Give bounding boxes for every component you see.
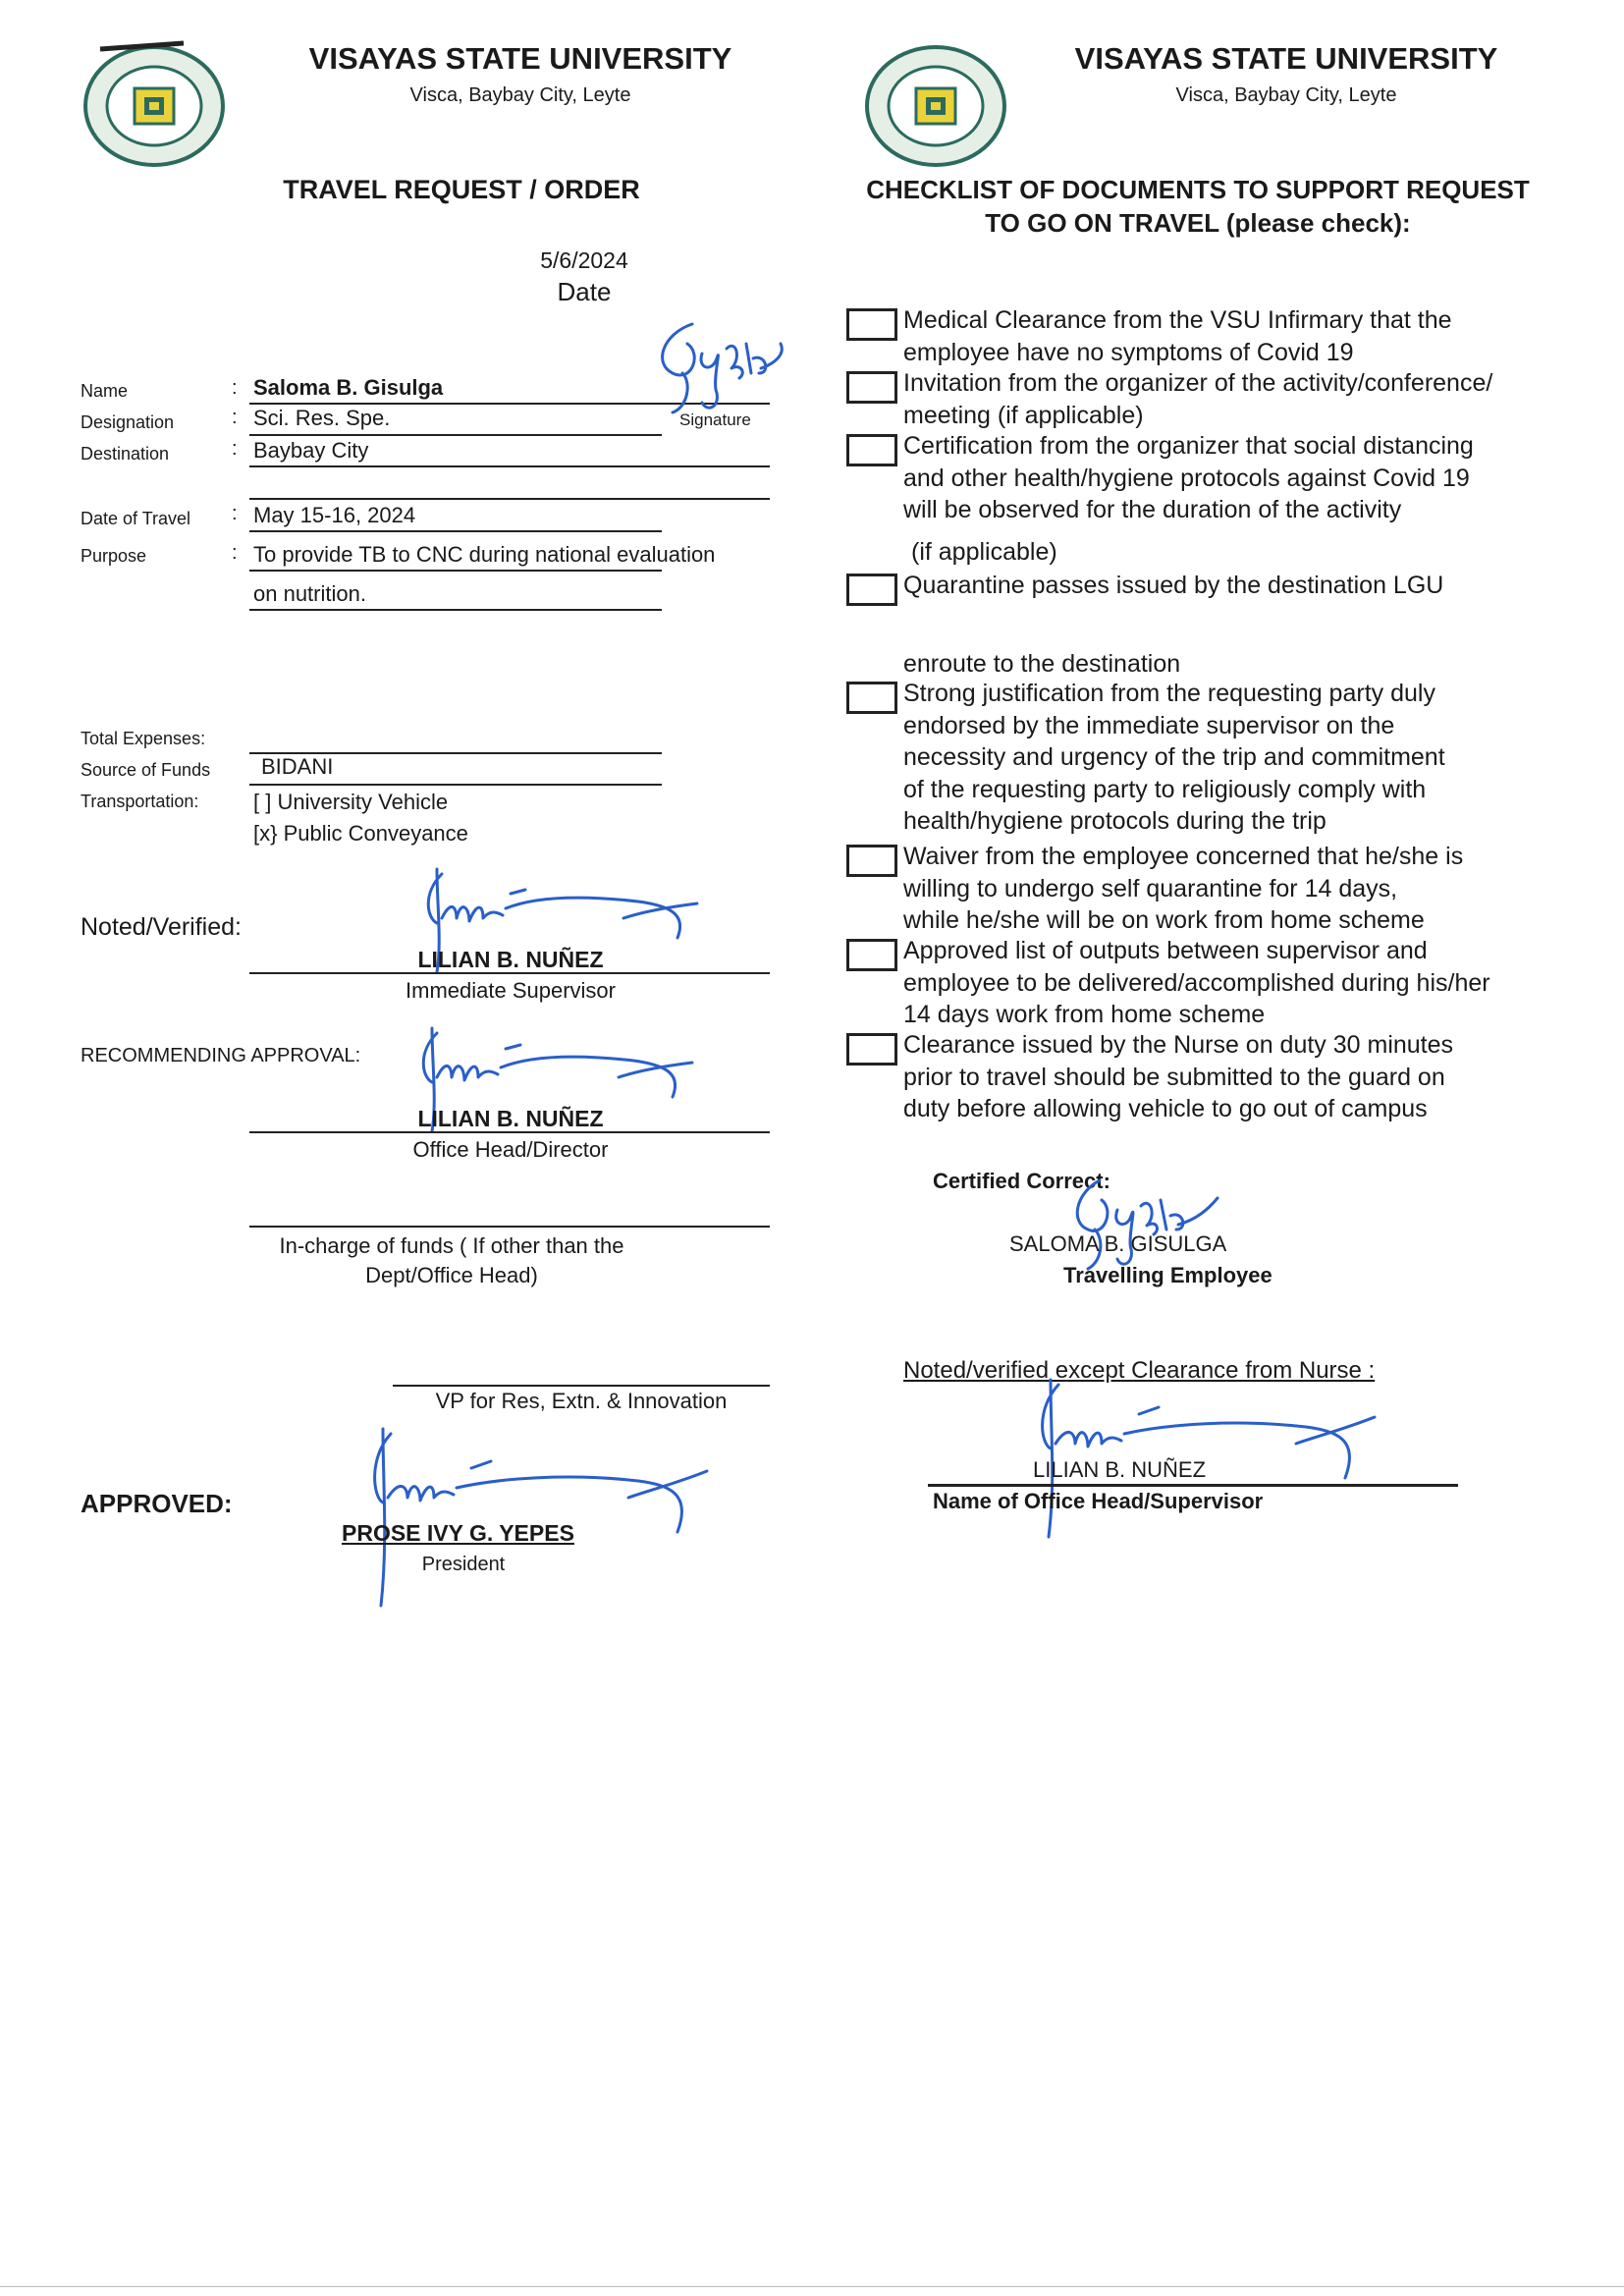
checklist-item-text: employee to be delivered/accomplished during his/her — [903, 968, 1490, 997]
purpose-value-line2: on nutrition. — [253, 581, 366, 606]
recommending-approval-label: RECOMMENDING APPROVAL: — [81, 1045, 361, 1066]
university-address: Visca, Baybay City, Leyte — [409, 84, 631, 106]
checklist-item-text: Strong justification from the requesting party duly — [903, 680, 1435, 707]
certified-correct-label: Certified Correct: — [933, 1169, 1110, 1193]
university-seal-logo — [862, 39, 1009, 167]
checklist-item-text: Clearance issued by the Nurse on duty 30 minutes — [903, 1031, 1454, 1059]
form-title: TRAVEL REQUEST / ORDER — [283, 175, 640, 204]
request-date: 5/6/2024 — [540, 247, 628, 273]
university-seal-logo — [81, 39, 228, 167]
travelling-employee-signature — [1060, 1169, 1227, 1277]
checklist-if-applicable: (if applicable) — [911, 538, 1057, 566]
total-expenses-label: Total Expenses: — [81, 729, 206, 748]
purpose-label: Purpose — [81, 546, 147, 566]
source-of-funds-label: Source of Funds — [81, 760, 211, 780]
designation-label: Designation — [81, 412, 175, 432]
destination-label: Destination — [81, 444, 170, 464]
checklist-item-text: Invitation from the organizer of the activity/conference/ — [903, 369, 1493, 397]
checklist-item-text: employee have no symptoms of Covid 19 — [903, 338, 1354, 366]
recommending-signatory-name: LILIAN B. NUÑEZ — [417, 1106, 604, 1131]
transport-public-conveyance: [x} Public Conveyance — [253, 821, 468, 846]
date-of-travel-value: May 15-16, 2024 — [253, 503, 416, 527]
checklist-title-line2: TO GO ON TRAVEL (please check): — [985, 208, 1411, 238]
incharge-funds-role-line2: Dept/Office Head) — [365, 1263, 538, 1287]
president-name: PROSE IVY G. YEPES — [342, 1520, 574, 1546]
office-head-role: Name of Office Head/Supervisor — [933, 1489, 1264, 1513]
checklist-item-text: and other health/hygiene protocols against Covid 19 — [903, 464, 1470, 492]
signature-label: Signature — [679, 410, 751, 429]
checklist-item-text: while he/she will be on work from home scheme — [903, 906, 1425, 934]
checklist-item-text: Quarantine passes issued by the destination LGU — [903, 572, 1444, 599]
date-label: Date — [557, 277, 612, 306]
designation-value: Sci. Res. Spe. — [253, 406, 391, 430]
university-name: VISAYAS STATE UNIVERSITY — [1074, 41, 1498, 76]
checklist-item-text: meeting (if applicable) — [903, 401, 1144, 429]
employee-signature — [643, 314, 790, 422]
recommending-signatory-role: Office Head/Director — [412, 1137, 609, 1162]
president-signature — [353, 1424, 717, 1611]
president-role: President — [421, 1554, 506, 1575]
checklist-checkbox[interactable] — [846, 939, 897, 971]
checklist-item-text: endorsed by the immediate supervisor on the — [903, 711, 1395, 739]
university-name: VISAYAS STATE UNIVERSITY — [308, 41, 732, 76]
noted-signatory-role: Immediate Supervisor — [406, 978, 616, 1003]
noted-verified-label: Noted/Verified: — [81, 913, 242, 941]
noted-signatory-name: LILIAN B. NUÑEZ — [417, 947, 604, 972]
checklist-item-text: duty before allowing vehicle to go out of campus — [903, 1095, 1428, 1122]
noted-except-clearance-label: Noted/verified except Clearance from Nurse : — [903, 1357, 1376, 1384]
checklist-checkbox[interactable] — [846, 1033, 897, 1066]
travelling-employee-name: SALOMA B. GISULGA — [1009, 1231, 1227, 1256]
source-of-funds-value: BIDANI — [261, 754, 334, 779]
name-label: Name — [81, 381, 129, 401]
checklist-item-text: Waiver from the employee concerned that he/she is — [903, 843, 1464, 870]
checklist-item-text: Medical Clearance from the VSU Infirmary that the — [903, 306, 1452, 334]
checklist-item-text: willing to undergo self quarantine for 14 days, — [903, 874, 1398, 902]
checklist-checkbox[interactable] — [846, 371, 897, 404]
approved-label: APPROVED: — [81, 1489, 233, 1518]
name-value: Saloma B. Gisulga — [253, 375, 444, 400]
checklist-item-text: necessity and urgency of the trip and commitment — [903, 743, 1445, 771]
checklist-enroute: enroute to the destination — [903, 650, 1181, 678]
checklist-checkbox[interactable] — [846, 682, 897, 714]
checklist-checkbox[interactable] — [846, 574, 897, 606]
travelling-employee-role: Travelling Employee — [1063, 1263, 1272, 1287]
checklist-item-text: prior to travel should be submitted to the guard on — [903, 1063, 1445, 1091]
date-of-travel-label: Date of Travel — [81, 509, 191, 528]
checklist-title-line1: CHECKLIST OF DOCUMENTS TO SUPPORT REQUEST — [866, 175, 1530, 204]
transport-university-vehicle: [ ] University Vehicle — [253, 790, 449, 814]
checklist-item-text: of the requesting party to religiously comply with — [903, 775, 1427, 803]
checklist-item-text: will be observed for the duration of the activity — [903, 496, 1402, 523]
destination-value: Baybay City — [253, 438, 369, 463]
incharge-funds-role: In-charge of funds ( If other than the — [279, 1233, 624, 1258]
checklist-checkbox[interactable] — [846, 308, 897, 341]
university-address: Visca, Baybay City, Leyte — [1175, 84, 1397, 106]
checklist-item-text: 14 days work from home scheme — [903, 1001, 1266, 1028]
checklist-item-text: health/hygiene protocols during the trip — [903, 807, 1326, 835]
checklist-checkbox[interactable] — [846, 434, 897, 466]
purpose-value-line1: To provide TB to CNC during national evaluation — [253, 542, 716, 567]
office-head-name: LILIAN B. NUÑEZ — [1033, 1457, 1207, 1482]
vp-role: VP for Res, Extn. & Innovation — [435, 1389, 728, 1413]
checklist-checkbox[interactable] — [846, 845, 897, 877]
checklist-item-text: Approved list of outputs between supervisor and — [903, 937, 1428, 964]
transportation-label: Transportation: — [81, 792, 199, 811]
checklist-item-text: Certification from the organizer that social distancing — [903, 432, 1474, 460]
